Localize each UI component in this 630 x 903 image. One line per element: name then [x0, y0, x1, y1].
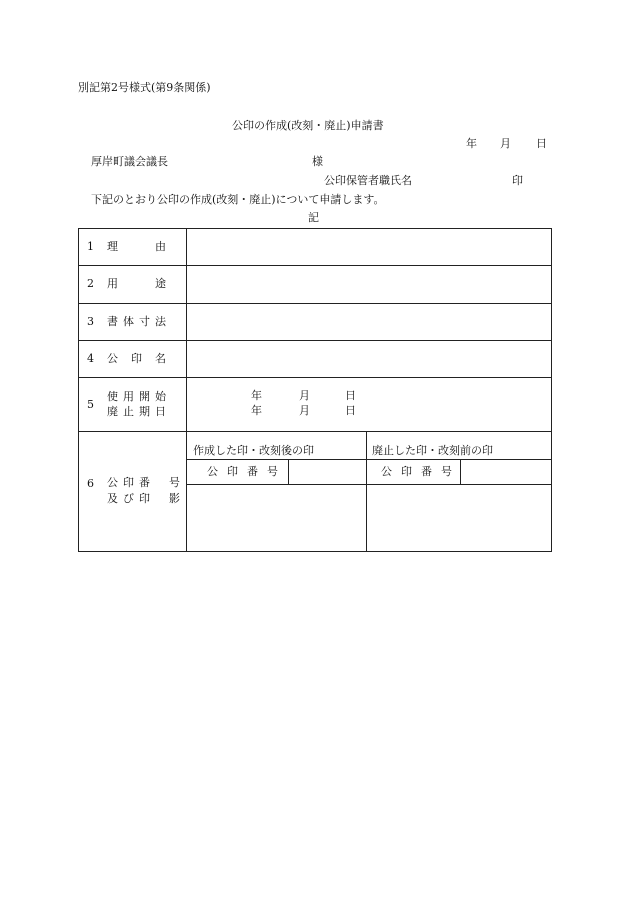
old-seal-impression-area[interactable]	[367, 485, 551, 551]
seal-mark: 印	[512, 174, 523, 187]
old-seal-header: 廃止した印・改刻前の印	[372, 444, 493, 457]
row-divider	[79, 377, 551, 378]
start-year-label: 年	[251, 389, 262, 402]
row-divider	[79, 431, 551, 432]
start-month-label: 月	[299, 389, 310, 402]
new-seal-number-field[interactable]	[289, 460, 366, 484]
addressee: 厚岸町議会議長	[91, 155, 168, 168]
date-day-label: 日	[536, 137, 547, 150]
ki-heading: 記	[308, 211, 319, 224]
new-seal-impression-area[interactable]	[187, 485, 366, 551]
application-form-table: 1 理 由 2 用 途 3 書 体 寸 法 4 公 印 名 5 使 用 開 始 廃 止 期 日 年 月 日 年 月 日 6 公 印 番 号 及 び 印 影 作成した印・改刻後の印 廃止した印・改刻前の印 公 印 番 号 公 印 番 号	[78, 228, 552, 552]
date-year-label: 年	[466, 137, 477, 150]
start-date-field[interactable]	[187, 389, 551, 404]
purpose-field[interactable]	[187, 266, 551, 303]
reason-field[interactable]	[187, 229, 551, 265]
intro-text: 下記のとおり公印の作成(改刻・廃止)について申請します。	[91, 193, 385, 206]
end-year-label: 年	[251, 404, 262, 417]
new-seal-header: 作成した印・改刻後の印	[193, 444, 314, 457]
form-reference: 別記第2号様式(第9条関係)	[78, 81, 211, 94]
row5-number: 5	[87, 398, 94, 411]
row6-number: 6	[87, 477, 94, 490]
date-month-label: 月	[500, 137, 511, 150]
honorific: 様	[312, 155, 323, 168]
typeface-size-field[interactable]	[187, 304, 551, 340]
seal-name-field[interactable]	[187, 341, 551, 377]
old-seal-number-field[interactable]	[461, 460, 551, 484]
end-day-label: 日	[345, 404, 356, 417]
end-month-label: 月	[299, 404, 310, 417]
start-day-label: 日	[345, 389, 356, 402]
end-date-field[interactable]	[187, 404, 551, 419]
applicant-label: 公印保管者職氏名	[324, 174, 412, 187]
page-title: 公印の作成(改刻・廃止)申請書	[232, 119, 384, 132]
